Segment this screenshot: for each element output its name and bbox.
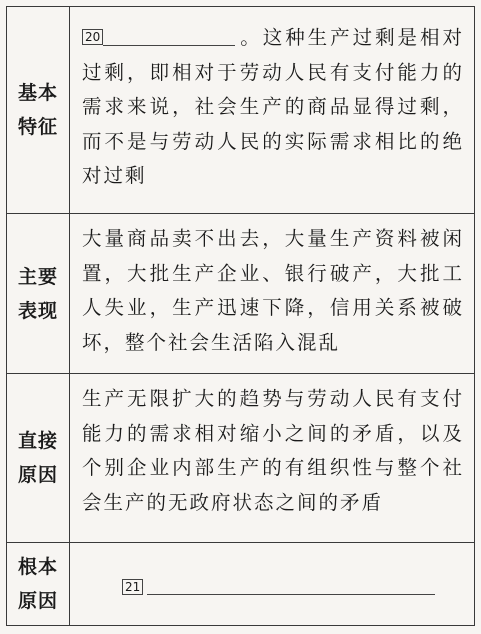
row-label-line: 基本: [17, 82, 58, 104]
row-label-line: 直接: [17, 430, 58, 452]
row-label: [7, 374, 70, 542]
table-row-basic-features: [7, 7, 474, 214]
row-content: [70, 543, 474, 625]
row-text: 生产无限扩大的趋势与劳动人民有支付能力的需求相对缩小之间的矛盾，以及个别企业内部生产的有组织性与整个社会生产的无政府状态之间的矛盾: [82, 387, 464, 514]
row-text: 大量商品卖不出去，大量生产资料被闲置，大批生产企业、银行破产，大批工人失业，生产迅速下降，信用关系被破坏，整个社会生活陷入混乱: [82, 227, 464, 354]
row-label: [7, 214, 70, 373]
blank-number-badge: 21: [122, 579, 143, 595]
row-label-line: 原因: [17, 590, 58, 612]
row-content: [70, 214, 474, 373]
row-label-line: 根本: [17, 556, 58, 578]
row-text: 。这种生产过剩是相对过剩，即相对于劳动人民有支付能力的需求来说，社会生产的商品显得过剩，而不是与劳动人民的实际需求相比的绝对过剩: [82, 26, 464, 187]
row-label: [7, 543, 70, 625]
answer-blank[interactable]: [147, 593, 435, 595]
table-row-root-cause: [7, 543, 474, 625]
blank-number-badge: 20: [82, 29, 103, 45]
row-content: [70, 7, 474, 213]
table-row-direct-cause: [7, 374, 474, 543]
table-row-main-manifestations: [7, 214, 474, 374]
row-label: [7, 7, 70, 213]
answer-blank[interactable]: [103, 27, 235, 46]
answer-line: [122, 579, 435, 595]
row-label-line: 原因: [17, 464, 58, 486]
row-label-line: 特征: [17, 116, 58, 138]
content-table: [6, 6, 475, 626]
row-label-line: 主要: [17, 265, 58, 288]
row-content: [70, 374, 474, 542]
row-label-line: 表现: [17, 299, 58, 322]
